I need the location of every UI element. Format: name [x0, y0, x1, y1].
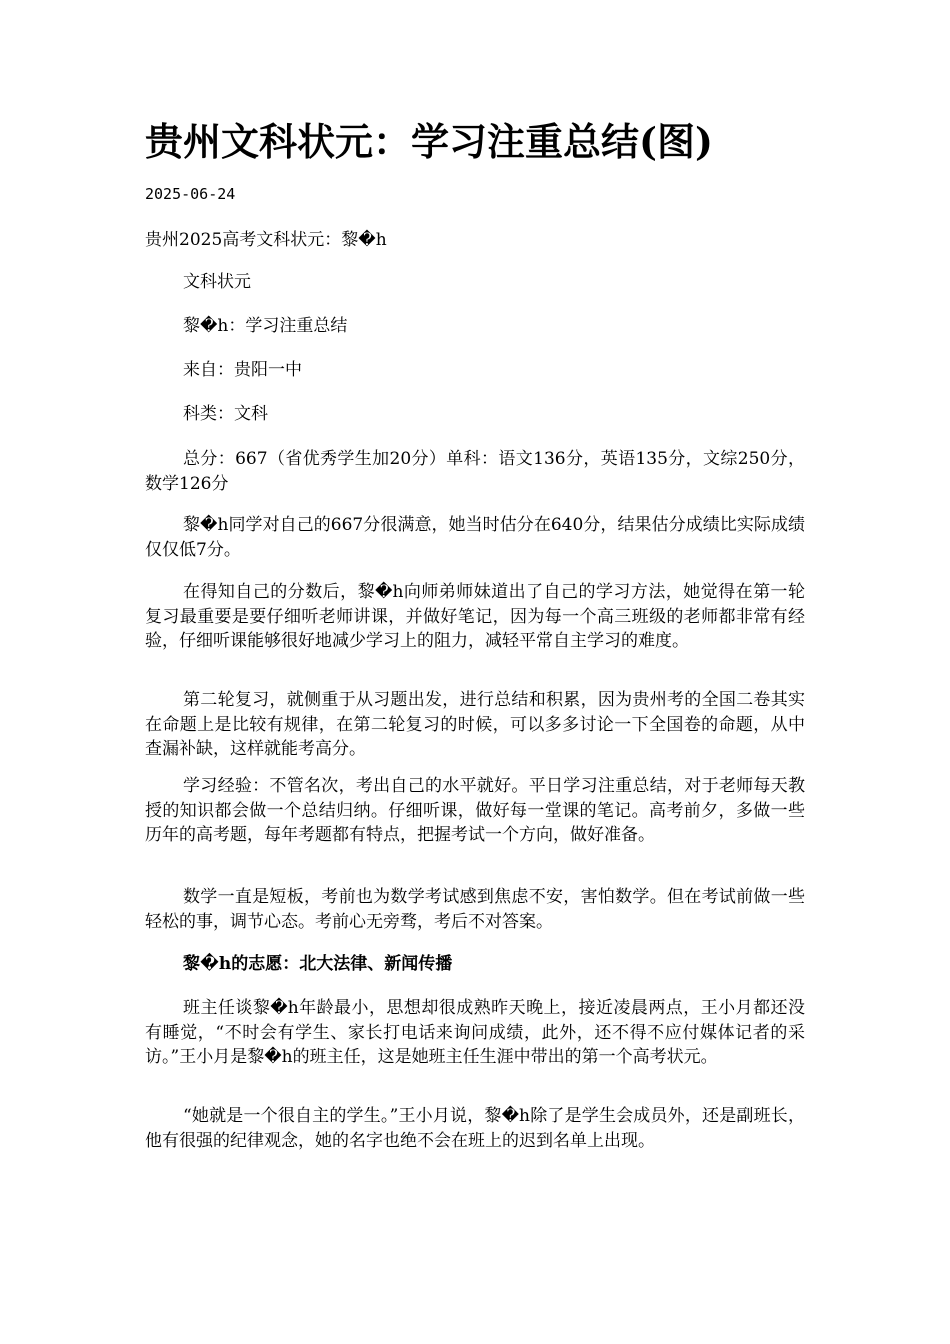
paragraph-label-subject: 科类：文科 [183, 404, 268, 424]
publish-date: 2025-06-24 [145, 185, 236, 203]
article-title: 贵州文科状元：学习注重总结(图) [145, 119, 713, 164]
paragraph-math: 数学一直是短板，考前也为数学考试感到焦虑不安，害怕数学。但在考试前做一些轻松的事，调节心态。考前心无旁骛，考后不对答案。 [145, 887, 805, 932]
paragraph-second-review: 第二轮复习，就侧重于从习题出发，进行总结和积累，因为贵州考的全国二卷其实在命题上是比较有规律，在第二轮复习的时候，可以多多讨论一下全国卷的命题，从中查漏补缺，这样就能考高分。 [145, 690, 805, 759]
paragraph-intro: 贵州2025高考文科状元：黎�h [145, 230, 387, 250]
paragraph-teacher: 班主任谈黎�h年龄最小，思想却很成熟昨天晚上，接近凌晨两点，王小月都还没有睡觉，“不时会有学生、家长打电话来询问成绩，此外，还不得不应付媒体记者的采访。”王小月是黎�h的班主任，这是她班主任生涯中带出的第一个高考状元。 [145, 998, 805, 1067]
paragraph-label-name: 黎�h：学习注重总结 [183, 316, 348, 336]
paragraph-scores: 总分：667（省优秀学生加20分）单科：语文136分，英语135分，文综250分，数学126分 [145, 449, 805, 494]
section-heading-aspiration: 黎�h的志愿：北大法律、新闻传播 [183, 954, 453, 974]
paragraph-label-category: 文科状元 [183, 272, 251, 292]
paragraph-label-school: 来自：贵阳一中 [183, 360, 302, 380]
paragraph-estimate: 黎�h同学对自己的667分很满意，她当时估分在640分，结果估分成绩比实际成绩仅仅低7分。 [145, 515, 805, 560]
paragraph-first-review: 在得知自己的分数后，黎�h向师弟师妹道出了自己的学习方法，她觉得在第一轮复习最重要是要仔细听老师讲课，并做好笔记，因为每一个高三班级的老师都非常有经验，仔细听课能够很好地减少学习上的阻力，减轻平常自主学习的难度。 [145, 582, 805, 651]
paragraph-experience: 学习经验：不管名次，考出自己的水平就好。平日学习注重总结，对于老师每天教授的知识都会做一个总结归纳。仔细听课，做好每一堂课的笔记。高考前夕，多做一些历年的高考题，每年考题都有特点，把握考试一个方向，做好准备。 [145, 776, 805, 845]
paragraph-quote: “她就是一个很自主的学生。”王小月说，黎�h除了是学生会成员外，还是副班长，他有很强的纪律观念，她的名字也绝不会在班上的迟到名单上出现。 [145, 1106, 805, 1151]
